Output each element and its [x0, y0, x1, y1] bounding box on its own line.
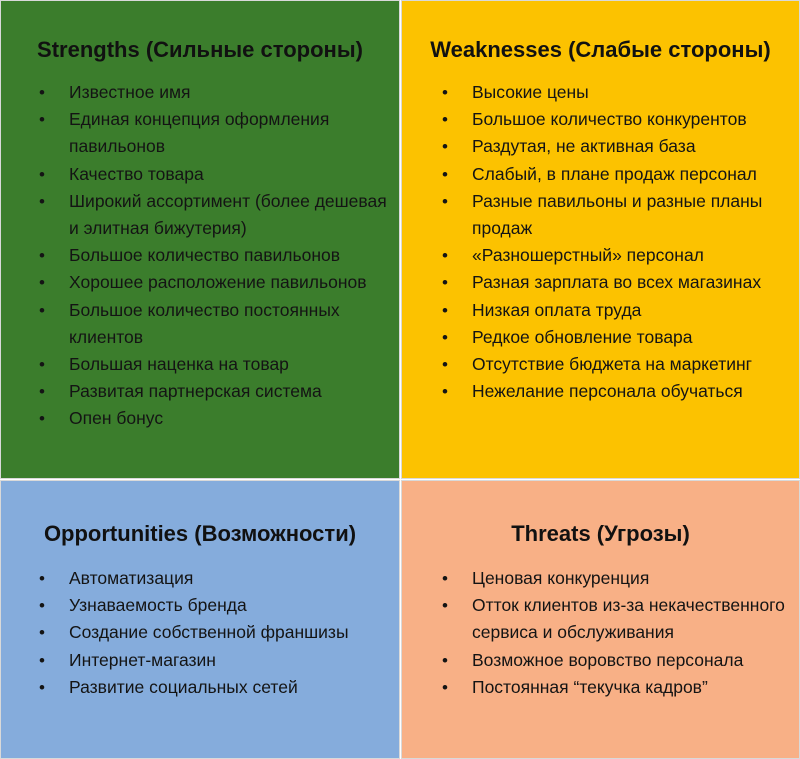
bullet-icon: • [442, 569, 448, 588]
list-item [1, 242, 399, 269]
weaknesses-title: Weaknesses (Слабые стороны) [430, 37, 771, 62]
bullet-icon: • [39, 382, 45, 402]
list-item-text: Ценовая конкуренция [472, 568, 650, 588]
list-item-text: Раздутая, не активная база [472, 136, 696, 157]
bullet-icon: • [39, 650, 45, 670]
list-item-text: Высокие цены [472, 82, 589, 102]
bullet-icon: • [39, 110, 45, 130]
list-item-text: Широкий ассортимент (более дешевая и элитная бижутерия) [69, 190, 387, 239]
bullet-icon: • [442, 191, 448, 211]
list-item-text: Автоматизация [69, 568, 194, 588]
list-item [1, 405, 399, 432]
bullet-icon: • [442, 596, 448, 616]
list-item [1, 619, 399, 646]
list-item [1, 269, 399, 296]
bullet-icon: • [39, 569, 45, 588]
list-item-text: Нежелание персонала обучаться [472, 381, 743, 402]
bullet-icon: • [442, 164, 448, 184]
bullet-icon: • [442, 677, 448, 697]
list-item-text: Постоянная “текучка кадров” [472, 676, 708, 697]
list-item [402, 378, 799, 405]
list-item [402, 161, 799, 188]
list-item [402, 297, 799, 324]
threats-quadrant [401, 480, 800, 759]
strengths-title: Strengths (Сильные стороны) [37, 37, 363, 62]
bullet-icon: • [39, 246, 45, 266]
list-item-text: Большое количество конкурентов [472, 109, 747, 130]
list-item-text: Качество товара [69, 163, 204, 184]
list-item [1, 378, 399, 405]
bullet-icon: • [442, 300, 448, 320]
list-item-text: Известное имя [69, 82, 191, 102]
list-item-text: Развитая партнерская система [69, 381, 322, 402]
list-item [402, 269, 799, 296]
list-item-text: Редкое обновление товара [472, 326, 693, 347]
list-item [1, 106, 399, 160]
list-item-text: Большое количество постоянных клиентов [69, 299, 340, 347]
list-item-text: «Разношерстный» персонал [472, 245, 704, 266]
list-item [402, 242, 799, 269]
bullet-icon: • [39, 300, 45, 320]
list-item-text: Слабый, в плане продаж персонал [472, 163, 757, 184]
bullet-icon: • [39, 273, 45, 293]
bullet-icon: • [442, 246, 448, 266]
bullet-icon: • [39, 677, 45, 697]
threats-title: Threats (Угрозы) [511, 521, 690, 546]
list-item [1, 647, 399, 674]
bullet-icon: • [442, 273, 448, 293]
list-item-text: Создание собственной франшизы [69, 622, 349, 643]
list-item [402, 106, 799, 133]
weaknesses-list [402, 79, 799, 405]
opportunities-list [1, 565, 399, 701]
opportunities-quadrant [0, 480, 400, 759]
list-item [402, 647, 799, 674]
list-item [1, 674, 399, 701]
weaknesses-quadrant [401, 0, 800, 479]
bullet-icon: • [442, 110, 448, 130]
list-item [402, 674, 799, 701]
list-item [1, 565, 399, 592]
list-item [1, 592, 399, 619]
bullet-icon: • [39, 596, 45, 616]
list-item-text: Низкая оплата труда [472, 299, 642, 320]
bullet-icon: • [39, 83, 45, 102]
list-item-text: Отток клиентов из-за некачественного сервиса и обслуживания [472, 595, 785, 643]
list-item-text: Интернет-магазин [69, 649, 216, 670]
bullet-icon: • [442, 327, 448, 347]
list-item [402, 351, 799, 378]
list-item-text: Отсутствие бюджета на маркетинг [472, 354, 753, 375]
list-item-text: Хорошее расположение павильонов [69, 272, 367, 293]
list-item-text: Большая наценка на товар [69, 354, 289, 375]
list-item-text: Единая концепция оформления павильонов [69, 109, 330, 157]
list-item [402, 324, 799, 351]
bullet-icon: • [442, 355, 448, 375]
list-item [1, 161, 399, 188]
list-item-text: Разная зарплата во всех магазинах [472, 272, 762, 293]
threats-list [402, 565, 799, 701]
list-item [402, 133, 799, 160]
bullet-icon: • [442, 650, 448, 670]
list-item-text: Разные павильоны и разные планы продаж [472, 190, 763, 239]
bullet-icon: • [442, 137, 448, 157]
list-item-text: Узнаваемость бренда [69, 595, 247, 616]
strengths-quadrant [0, 0, 400, 479]
bullet-icon: • [39, 191, 45, 211]
list-item [1, 79, 399, 106]
bullet-icon: • [442, 83, 448, 102]
list-item-text: Развитие социальных сетей [69, 676, 298, 697]
list-item [1, 188, 399, 242]
opportunities-title: Opportunities (Возможности) [43, 521, 357, 546]
list-item-text: Опен бонус [69, 408, 164, 429]
list-item [402, 592, 799, 646]
list-item [1, 297, 399, 351]
bullet-icon: • [39, 623, 45, 643]
list-item [402, 79, 799, 106]
list-item-text: Возможное воровство персонала [472, 649, 744, 670]
bullet-icon: • [39, 409, 45, 429]
list-item [1, 351, 399, 378]
bullet-icon: • [39, 164, 45, 184]
strengths-list [1, 79, 399, 433]
list-item [402, 565, 799, 592]
bullet-icon: • [39, 355, 45, 375]
list-item [402, 188, 799, 242]
list-item-text: Большое количество павильонов [69, 245, 341, 266]
bullet-icon: • [442, 382, 448, 402]
